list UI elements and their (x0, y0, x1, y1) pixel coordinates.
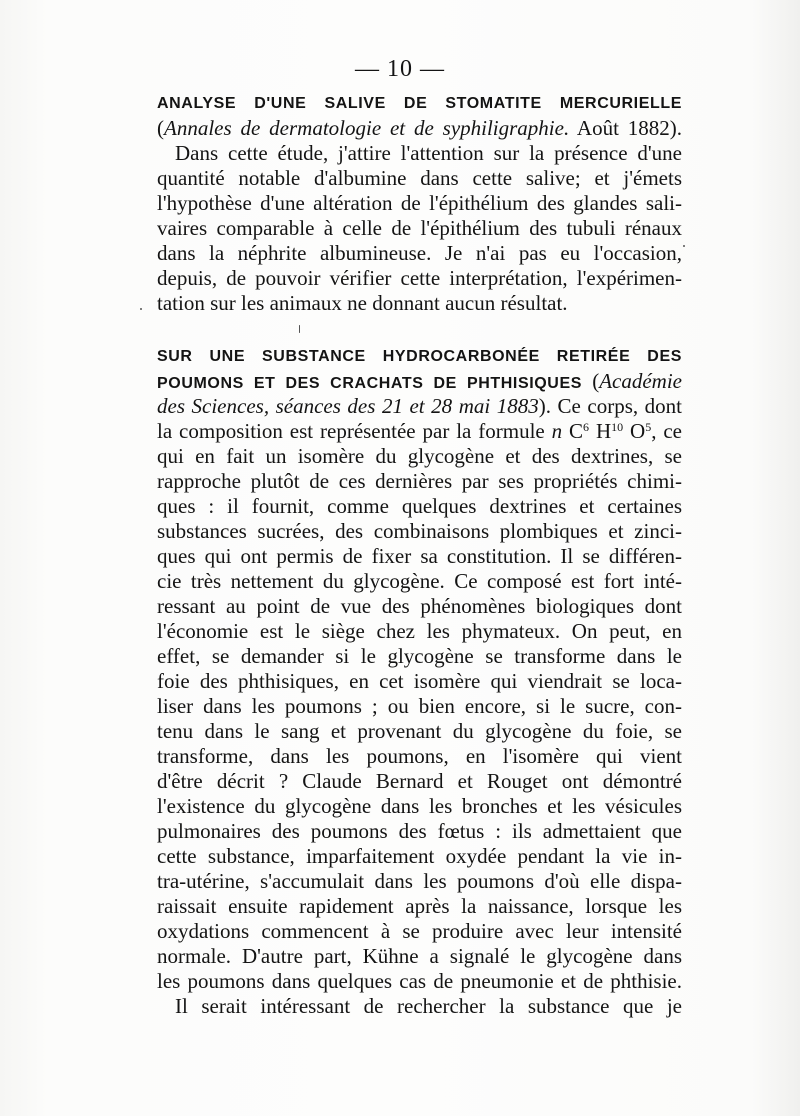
paragraph-line: liser dans les poumons ; ou bien encore, si le sucre, con- (157, 694, 682, 718)
citation-open: ( (582, 369, 600, 393)
paragraph-line: dans la néphrite albumineuse. Je n'ai pas eu l'occasion, (157, 241, 682, 265)
section-title-line-2 (157, 369, 682, 394)
formula-suffix: , ce (651, 419, 682, 443)
paragraph-line: les poumons dans quelques cas de pneumonie et de phthisie. (157, 969, 682, 993)
formula-h: H (589, 419, 612, 443)
citation-line (157, 116, 682, 141)
paragraph-line: rapproche plutôt de ces dernières par ses propriétés chimi- (157, 469, 682, 493)
paragraph-line: tation sur les animaux ne donnant aucun résultat. (157, 291, 568, 315)
formula-prefix: la composition est représentée par la formule (157, 419, 552, 443)
scan-speck (140, 308, 142, 310)
paragraph-line: qui en fait un isomère du glycogène et des dextrines, se (157, 444, 682, 468)
citation-date: Août 1882). (569, 116, 682, 140)
paragraph-line: raissait ensuite rapidement après la naissance, lorsque les (157, 894, 682, 918)
citation-rest: ). Ce corps, dont (538, 394, 682, 418)
paragraph-line: transforme, dans les poumons, en l'isomère qui vient (157, 744, 682, 768)
paragraph-line: tenu dans le sang et provenant du glycogène du foie, se (157, 719, 682, 743)
page-number: — 10 — (355, 56, 445, 82)
paragraph-line: ques : il fournit, comme quelques dextrines et certaines (157, 494, 682, 518)
section-title: ANALYSE D'UNE SALIVE DE STOMATITE MERCURIELLE (157, 95, 682, 112)
paragraph-line: tra-utérine, s'accumulait dans les poumons d'où elle dispa- (157, 869, 682, 893)
section-substance-hydrocarbonee (157, 344, 682, 1019)
citation-academie: Académie (599, 369, 682, 393)
formula-h-index: 10 (611, 420, 624, 434)
paragraph-line: Il serait intéressant de rechercher la substance que je (175, 994, 682, 1018)
paragraph-line: cette substance, imparfaitement oxydée pendant la vie in- (157, 844, 682, 868)
paragraph-line: pulmonaires des poumons des fœtus : ils admettaient que (157, 819, 682, 843)
scan-speck (683, 245, 685, 247)
paragraph-line: normale. D'autre part, Kühne a signalé le glycogène dans (157, 944, 682, 968)
paragraph-line: quantité notable d'albumine dans cette salive; et j'émets (157, 166, 682, 190)
citation-seances: des Sciences, séances des 21 et 28 mai 1883 (157, 394, 539, 418)
paragraph-line: depuis, de pouvoir vérifier cette interprétation, l'expérimen- (157, 266, 682, 290)
formula-o-index: 5 (645, 420, 652, 434)
paragraph-line: ressant au point de vue des phénomènes biologiques dont (157, 594, 682, 618)
paragraph-line: substances sucrées, des combinaisons plombiques et zinci- (157, 519, 682, 543)
section-title-line-2-text: POUMONS ET DES CRACHATS DE PHTHISIQUES (157, 375, 583, 392)
formula-n: n (551, 419, 563, 443)
section-title-line-1: SUR UNE SUBSTANCE HYDROCARBONÉE RETIRÉE DES (157, 348, 682, 365)
formula-c-index: 6 (583, 420, 590, 434)
citation-open: ( (157, 116, 164, 140)
citation-line (157, 394, 682, 419)
paragraph-line: effet, se demander si le glycogène se transforme dans le (157, 644, 682, 668)
citation-journal: Annales de dermatologie et de syphiligraphie. (164, 116, 570, 140)
scan-speck (299, 325, 300, 333)
formula-c: C (562, 419, 584, 443)
paragraph-line: oxydations commencent à se produire avec leur intensité (157, 919, 682, 943)
paragraph-line: Dans cette étude, j'attire l'attention sur la présence d'une (175, 141, 682, 165)
formula-line (157, 419, 682, 444)
section-salive (157, 91, 682, 316)
paragraph-line: d'être décrit ? Claude Bernard et Rouget ont démontré (157, 769, 682, 793)
paragraph-line: cie très nettement du glycogène. Ce composé est fort inté- (157, 569, 682, 593)
paragraph-line: foie des phthisiques, en cet isomère qui viendrait se loca- (157, 669, 682, 693)
paragraph-line: l'hypothèse d'une altération de l'épithélium des glandes sali- (157, 191, 682, 215)
paragraph-line: ques qui ont permis de fixer sa constitution. Il se différen- (157, 544, 682, 568)
paragraph-line: l'existence du glycogène dans les bronches et les vésicules (157, 794, 682, 818)
paragraph-line: l'économie est le siège chez les phymateux. On peut, en (157, 619, 682, 643)
paragraph-line: vaires comparable à celle de l'épithélium des tubuli rénaux (157, 216, 682, 240)
formula-o: O (623, 419, 646, 443)
